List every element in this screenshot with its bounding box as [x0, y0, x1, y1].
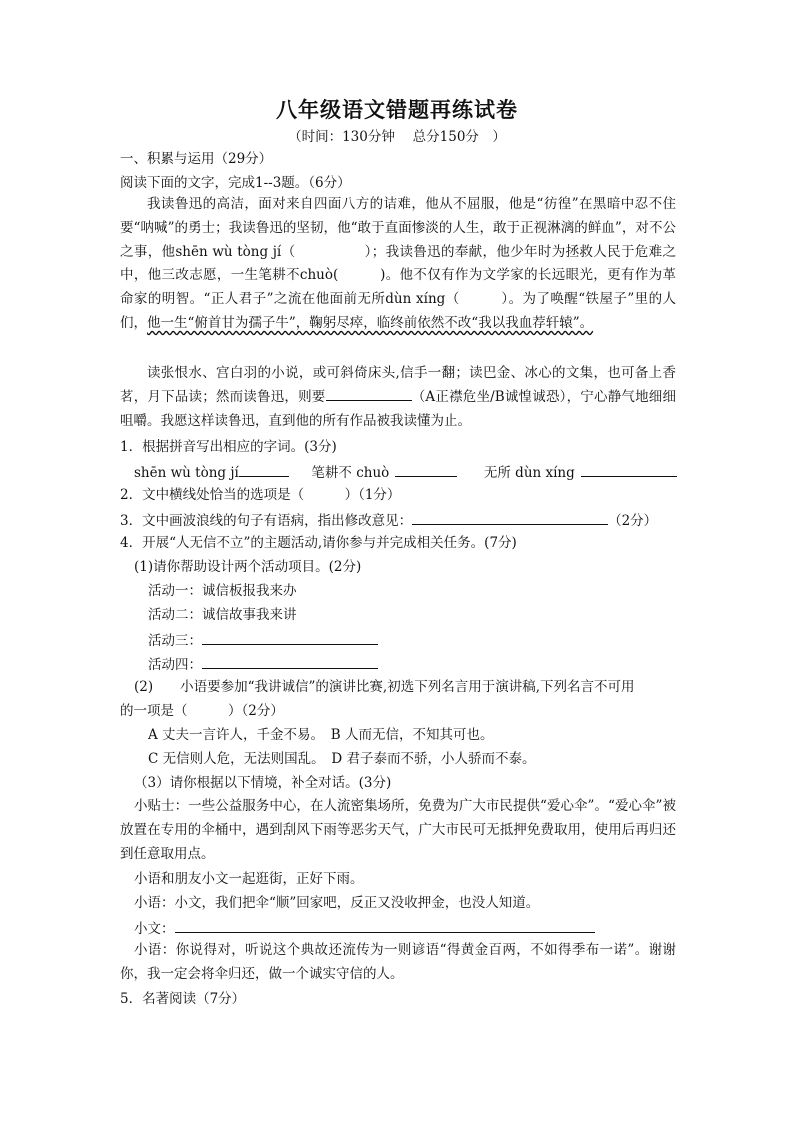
page-title: 八年级语文错题再练试卷: [276, 97, 518, 122]
activity-3: [148, 630, 378, 650]
passage-text: 读张恨水、宫白羽的小说，或可斜倚床头,信手一翻；读巴金、冰心的文集，也可备上香茗，月下品读；然而读鲁迅，则要: [120, 365, 676, 405]
answer-blank[interactable]: [202, 654, 378, 669]
wavy-underlined-sentence: 他一生“俯首甘为孺子牛”，鞠躬尽瘁，临终前依然不改“我以我血荐轩辕”。: [147, 314, 594, 331]
answer-blank[interactable]: [412, 510, 608, 525]
dialogue-line-2: 小语：小文，我们把伞“顺”回家吧，反正又没收押金，也没人知道。: [134, 895, 540, 911]
passage-paragraph-1: [120, 193, 676, 336]
tip-paragraph: 小贴士：一些公益服务中心，在人流密集场所，免费为广大市民提供“爱心伞”。“爱心伞”被放置在专用的伞桶中，遇到刮风下雨等恶劣天气，广大市民可无抵押免费取用，使用后再归还到任意取用点。: [120, 798, 676, 862]
answer-blank[interactable]: [175, 918, 595, 933]
activity-label: 活动三：: [148, 633, 202, 649]
choice-blank[interactable]: [326, 386, 412, 401]
question-4-2: (2) 小语要参加“我讲诚信”的演讲比赛,初选下列名言用于演讲稿,下列名言不可用: [134, 679, 635, 695]
options-a-b: A 丈夫一言许人，千金不易。 B 人而无信，不知其可也。: [148, 727, 494, 743]
dialogue-line-1: 小语和朋友小文一起逛街，正好下雨。: [134, 871, 364, 887]
question-5: 5．名著阅读（7分）: [120, 991, 246, 1007]
activity-2: 活动二：诚信故事我来讲: [148, 607, 297, 623]
question-4: 4．开展“人无信不立”的主题活动,请你参与并完成相关任务。(7分): [120, 535, 517, 551]
passage-paragraph-2: [120, 362, 676, 433]
reading-instruction: 阅读下面的文字，完成1--3题。（6分）: [120, 175, 351, 191]
answer-blank[interactable]: [581, 462, 677, 477]
pinyin-item: 笔耕不 chuò: [311, 465, 390, 481]
activity-label: 活动四：: [148, 657, 202, 673]
question-3: [120, 510, 657, 530]
activity-4: [148, 654, 378, 674]
question-2: 2．文中横线处恰当的选项是（ ）（1分）: [120, 487, 401, 503]
question-3-score: （2分）: [608, 513, 658, 529]
section-heading: 一、积累与运用（29分）: [120, 151, 273, 167]
activity-1: 活动一：诚信板报我来办: [148, 583, 297, 599]
exam-time-score: （时间：130分钟 总分150分 ）: [288, 129, 506, 145]
question-4-2-cont: 的一项是（ ）（2分）: [120, 703, 284, 719]
question-1-items: [134, 462, 677, 482]
question-4-1: (1)请你帮助设计两个活动项目。(2分): [134, 559, 362, 575]
dialogue-line-4: 小语：你说得对，听说这个典故还流传为一则谚语“得黄金百两，不如得季布一诺”。谢谢你，我一定会将伞归还，做一个诚实守信的人。: [120, 942, 676, 982]
answer-blank[interactable]: [395, 462, 457, 477]
pinyin-item: 无所 dùn xíng: [483, 465, 575, 481]
pinyin-item: shēn wù tòng jí: [134, 465, 239, 481]
answer-blank[interactable]: [239, 462, 289, 477]
question-3-text: 3．文中画波浪线的句子有语病，指出修改意见：: [120, 513, 413, 529]
dialogue-line-3: [134, 918, 595, 938]
answer-blank[interactable]: [202, 630, 378, 645]
passage-text: （A正襟危坐/B诚惶诚恐），宁心静气地细细咀嚼。我愿这样读鲁迅，直到他的所有作品被我读懂为止。: [120, 388, 677, 429]
passage-text: 我读鲁迅的高洁，面对来自四面八方的诘难，他从不屈服，他是“彷徨”在黑暗中忍不住要“呐喊”的勇士；我读鲁迅的坚韧，他“敢于直面惨淡的人生，敢于正视淋漓的鲜血”，对不公之事，他shēn wù tòng jí（ ）；我读鲁迅的奉献，他少年时为拯救人民于危难之中，他三改志愿，一生笔耕不chuò( )。他不仅有作为文学家的长远眼光，更有作为革命家的明智。“正人君子”之流在他面前无所dùn xíng（ ）。为了唤醒“铁屋子”里的人们，: [120, 196, 676, 331]
question-1: 1．根据拼音写出相应的字词。(3分): [120, 439, 337, 455]
options-c-d: C 无信则人危，无法则国乱。 D 君子泰而不骄，小人骄而不泰。: [148, 751, 536, 767]
speaker-label: 小文：: [134, 921, 175, 937]
question-4-3: （3）请你根据以下情境，补全对话。(3分): [134, 775, 392, 791]
